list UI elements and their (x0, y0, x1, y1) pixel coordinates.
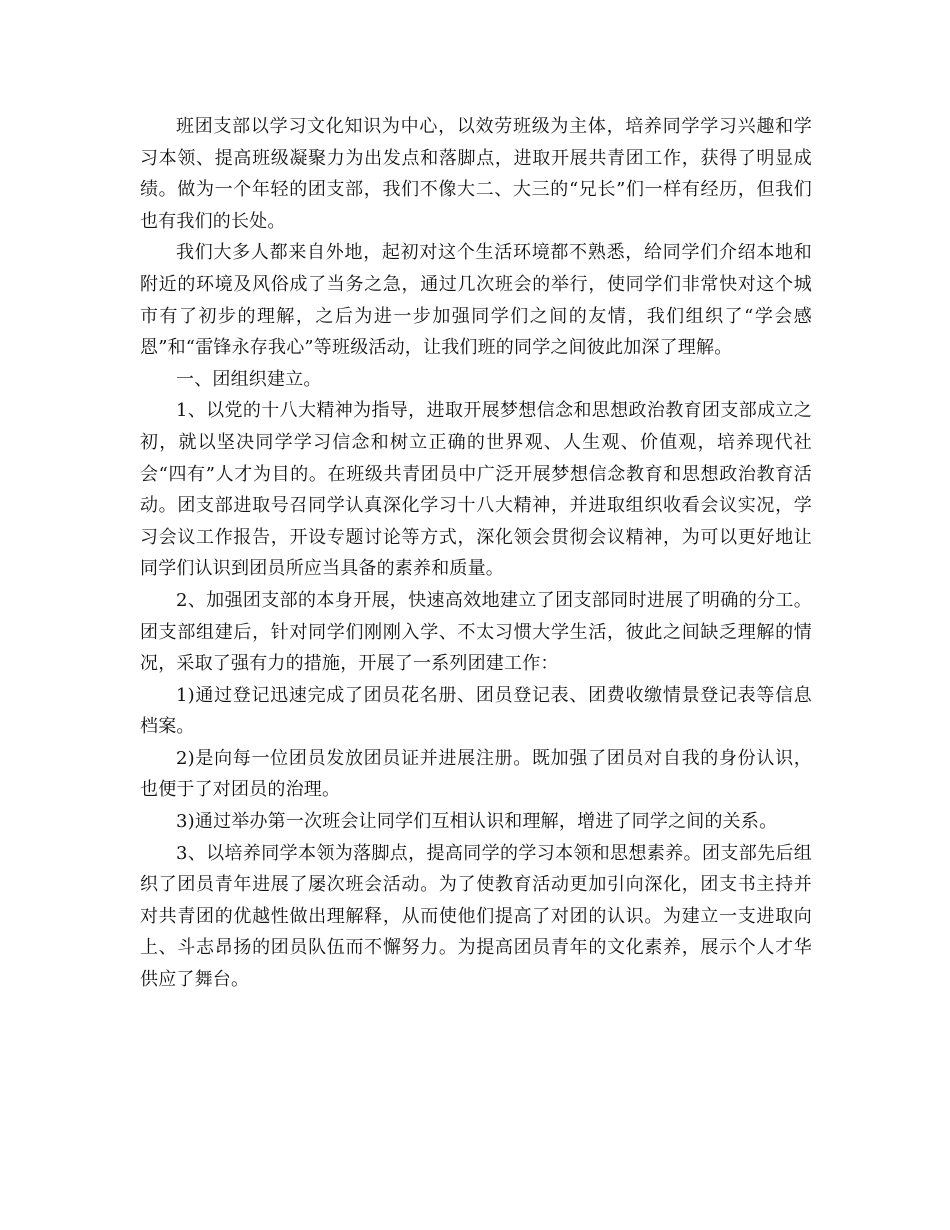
paragraph-environment: 我们大多人都来自外地，起初对这个生活环境都不熟悉，给同学们介绍本地和附近的环境及风俗成了当务之急，通过几次班会的举行，使同学们非常快对这个城市有了初步的理解，之后为进一步加强同学们之间的友情，我们组织了“学会感恩”和“雷锋永存我心”等班级活动，让我们班的同学之间彼此加深了理解。 (140, 242, 812, 359)
section-heading-organization: 一、团组织建立。 (176, 368, 322, 390)
paragraph-item-3: 3、以培养同学本领为落脚点，提高同学的学习本领和思想素养。团支部先后组织了团员青年进展了屡次班会活动。为了使教育活动更加引向深化，团支书主持并对共青团的优越性做出理解释，从而使他们提高了对团的认识。为建立一支进取向上、斗志昂扬的团员队伍而不懈努力。为提高团员青年的文化素养，展示个人才华供应了舞台。 (140, 842, 812, 991)
paragraph-subitem-2: 2)是向每一位团员发放团员证并进展注册。既加强了团员对自我的身份认识，也便于了对团员的治理。 (140, 747, 812, 801)
paragraph-intro: 班团支部以学习文化知识为中心，以效劳班级为主体，培养同学学习兴趣和学习本领、提高班级凝聚力为出发点和落脚点，进取开展共青团工作，获得了明显成绩。做为一个年轻的团支部，我们不像大二、大三的“兄长”们一样有经历，但我们也有我们的长处。 (140, 116, 812, 232)
paragraph-item-1: 1、以党的十八大精神为指导，进取开展梦想信念和思想政治教育团支部成立之初，就以坚决同学学习信念和树立正确的世界观、人生观、价值观，培养现代社会“四有”人才为目的。在班级共青团员中广泛开展梦想信念教育和思想政治教育活动。团支部进取号召同学认真深化学习十八大精神，并进取组织收看会议实况，学习会议工作报告，开设专题讨论等方式，深化领会贯彻会议精神，为可以更好地让同学们认识到团员所应当具备的素养和质量。 (140, 400, 812, 580)
paragraph-subitem-3: 3)通过举办第一次班会让同学们互相认识和理解，增进了同学之间的关系。 (176, 811, 778, 833)
paragraph-item-2: 2、加强团支部的本身开展，快速高效地建立了团支部同时进展了明确的分工。团支部组建后，针对同学们刚刚入学、不太习惯大学生活，彼此之间缺乏理解的情况，采取了强有力的措施，开展了一系列团建工作： (140, 589, 812, 675)
document-body (140, 111, 812, 996)
paragraph-subitem-1: 1)通过登记迅速完成了团员花名册、团员登记表、团费收缴情景登记表等信息档案。 (140, 684, 812, 738)
